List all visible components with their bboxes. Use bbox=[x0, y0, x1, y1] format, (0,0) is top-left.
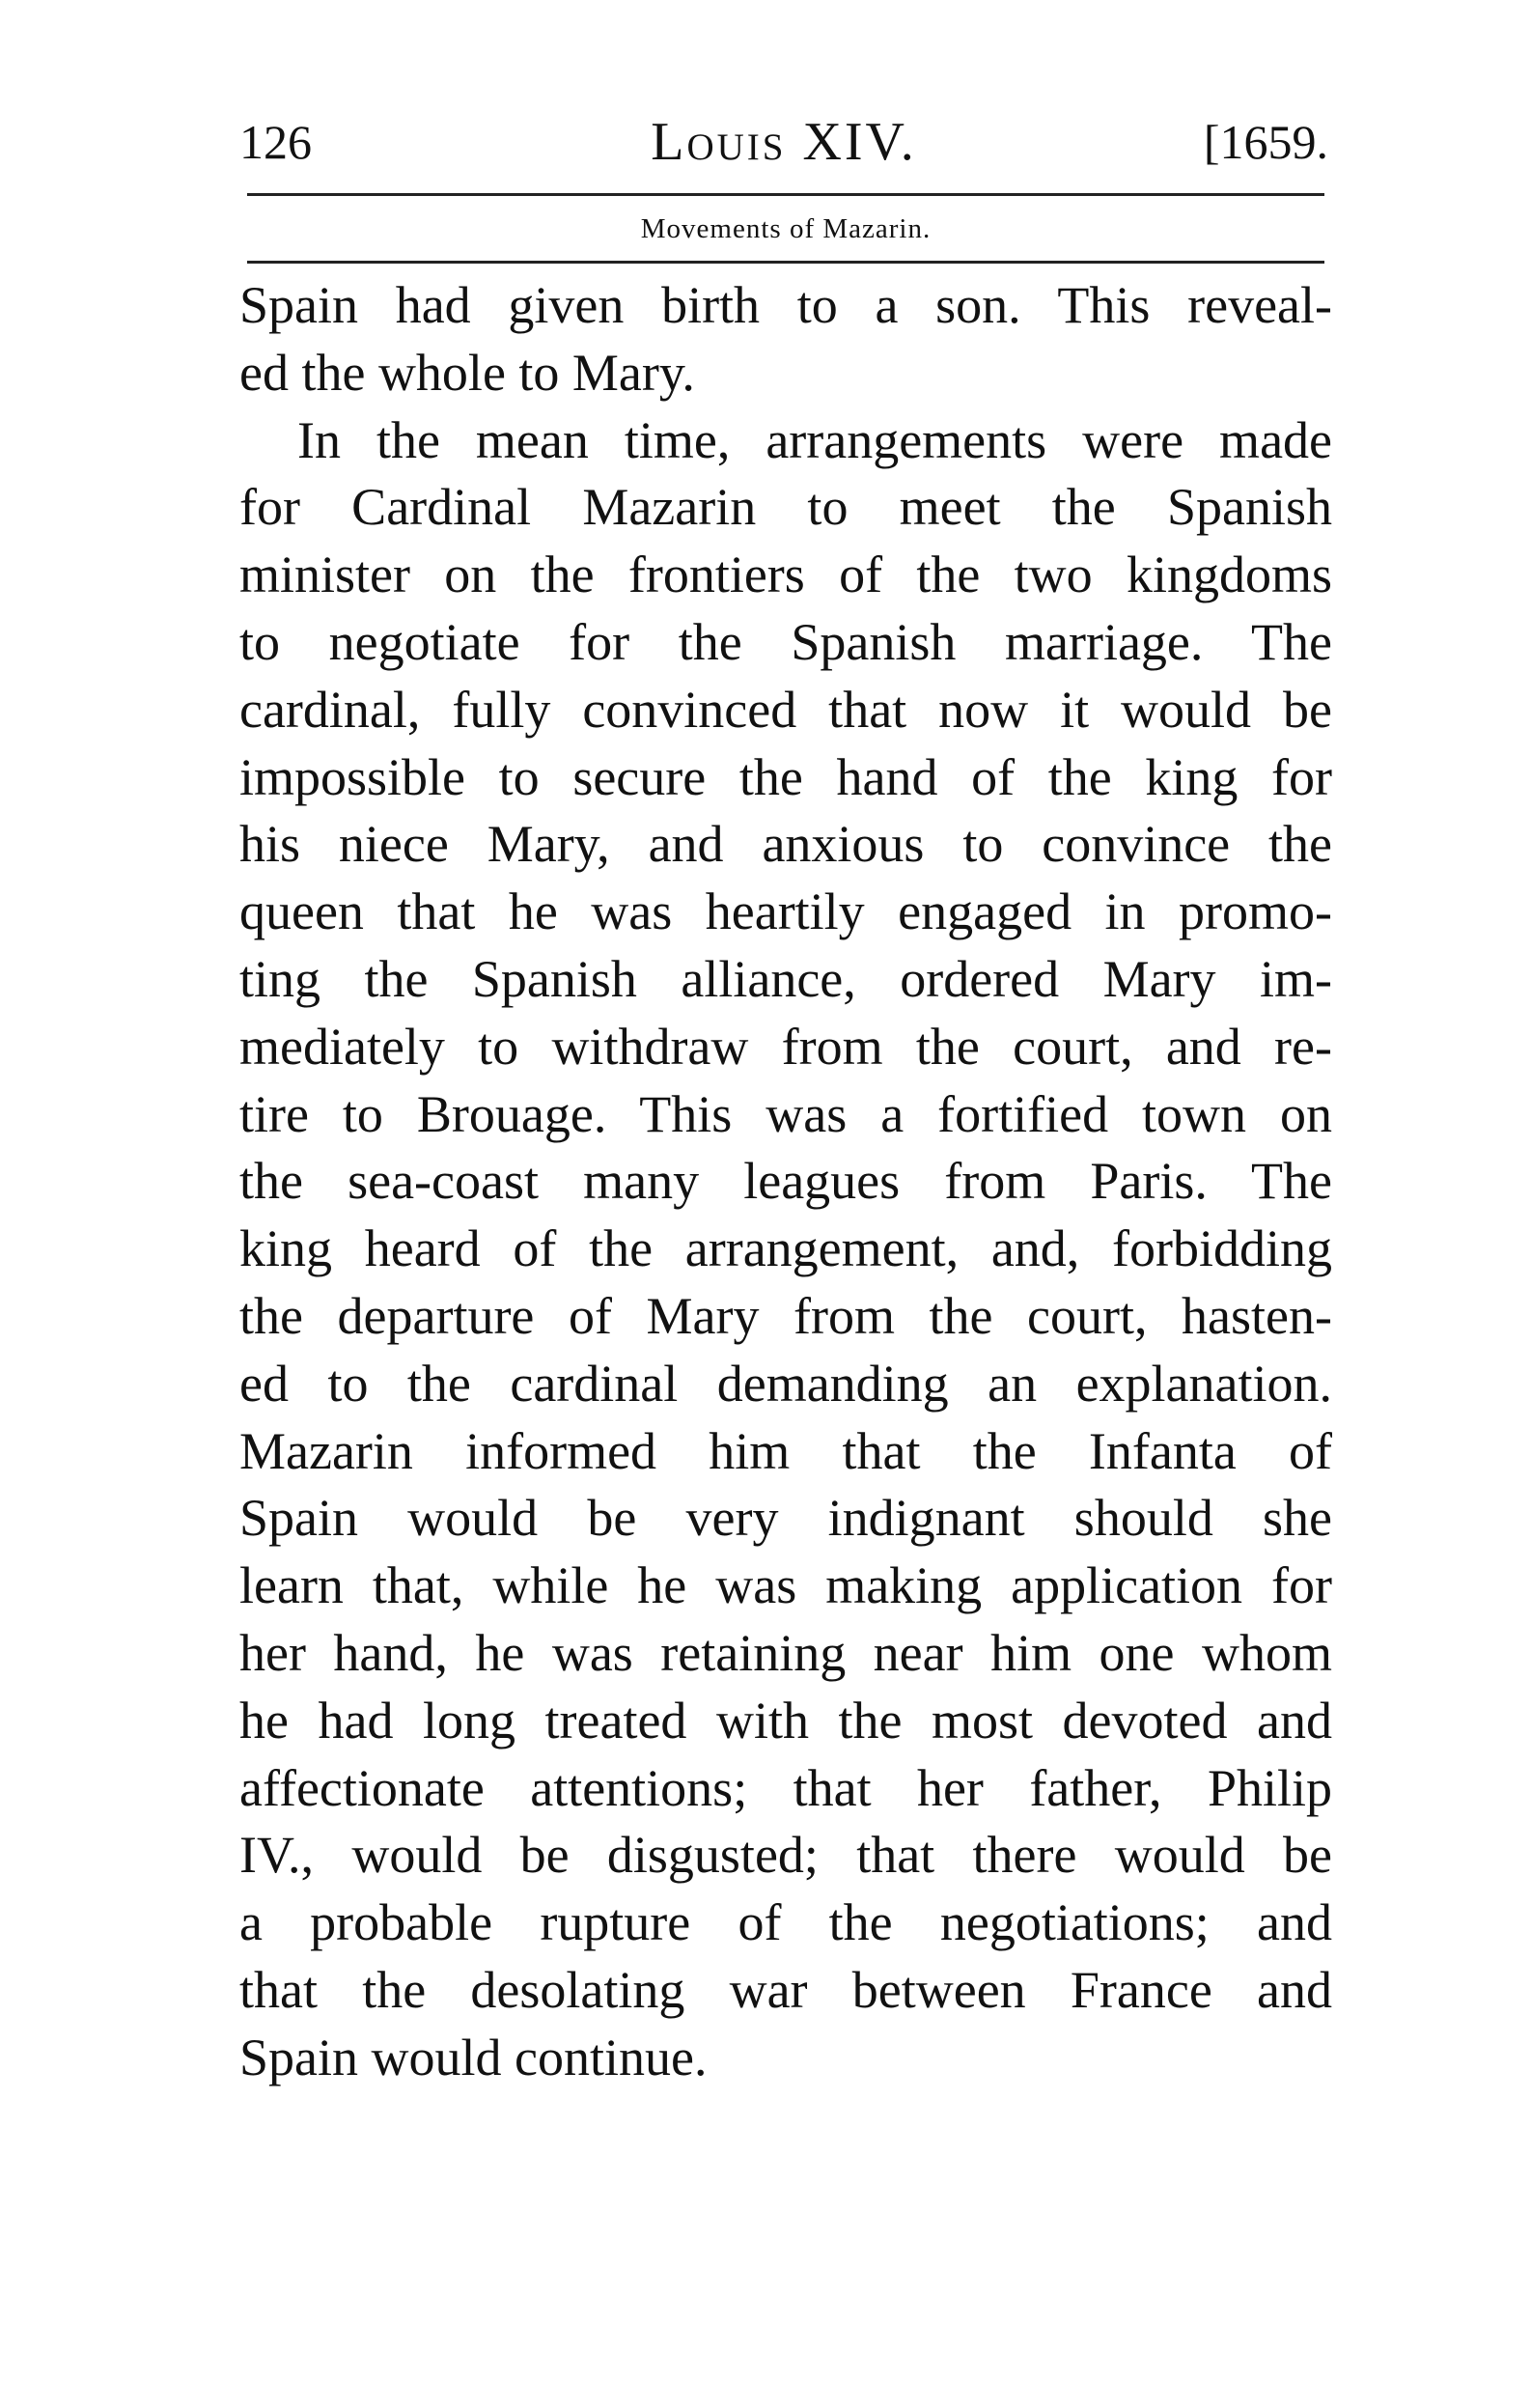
text-line: the sea-coast many leagues from Paris. The bbox=[239, 1152, 1332, 1211]
text-line: mediately to withdraw from the court, and re- bbox=[239, 1017, 1332, 1076]
text-line: learn that, while he was making application for bbox=[239, 1556, 1332, 1615]
text-line: impossible to secure the hand of the king for bbox=[239, 747, 1332, 806]
text-line: IV., would be disgusted; that there would be bbox=[239, 1826, 1332, 1885]
text-line: to negotiate for the Spanish marriage. The bbox=[239, 612, 1332, 671]
text-line: cardinal, fully convinced that now it would be bbox=[239, 680, 1332, 739]
book-title: Louis XIV. bbox=[651, 112, 917, 172]
text-line: ting the Spanish alliance, ordered Mary im- bbox=[239, 949, 1332, 1008]
text-line: ed to the cardinal demanding an explanation. bbox=[239, 1354, 1332, 1413]
text-line: king heard of the arrangement, and, forbidding bbox=[239, 1219, 1332, 1278]
text-line: affectionate attentions; that her father, Philip bbox=[239, 1758, 1332, 1817]
section-heading: Movements of Mazarin. bbox=[640, 213, 932, 244]
text-line: for Cardinal Mazarin to meet the Spanish bbox=[239, 478, 1332, 537]
text-line: a probable rupture of the negotiations; and bbox=[239, 1893, 1332, 1952]
year-marker: [1659. bbox=[1203, 115, 1328, 169]
header-rule-bottom bbox=[247, 261, 1324, 264]
text-line: Spain had given birth to a son. This reveal- bbox=[239, 276, 1332, 334]
text-line: her hand, he was retaining near him one whom bbox=[239, 1623, 1332, 1682]
text-line: tire to Brouage. This was a fortified town on bbox=[239, 1084, 1332, 1143]
text-line: Mazarin informed him that the Infanta of bbox=[239, 1421, 1332, 1480]
running-head bbox=[239, 108, 1328, 176]
text-line: minister on the frontiers of the two kingdoms bbox=[239, 546, 1332, 604]
page-number: 126 bbox=[239, 115, 312, 169]
text-line: ed the whole to Mary. bbox=[239, 343, 695, 402]
text-line: In the mean time, arrangements were made bbox=[297, 410, 1332, 469]
text-line: his niece Mary, and anxious to convince the bbox=[239, 815, 1332, 874]
text-line: Spain would be very indignant should she bbox=[239, 1489, 1332, 1548]
text-line: that the desolating war between France and bbox=[239, 1960, 1332, 2019]
text-line: the departure of Mary from the court, hasten- bbox=[239, 1286, 1332, 1345]
body-text bbox=[239, 272, 1332, 2092]
text-line: queen that he was heartily engaged in promo- bbox=[239, 882, 1332, 941]
text-line: he had long treated with the most devoted and bbox=[239, 1691, 1332, 1750]
header-rule-top bbox=[247, 193, 1324, 196]
text-line: Spain would continue. bbox=[239, 2028, 708, 2086]
